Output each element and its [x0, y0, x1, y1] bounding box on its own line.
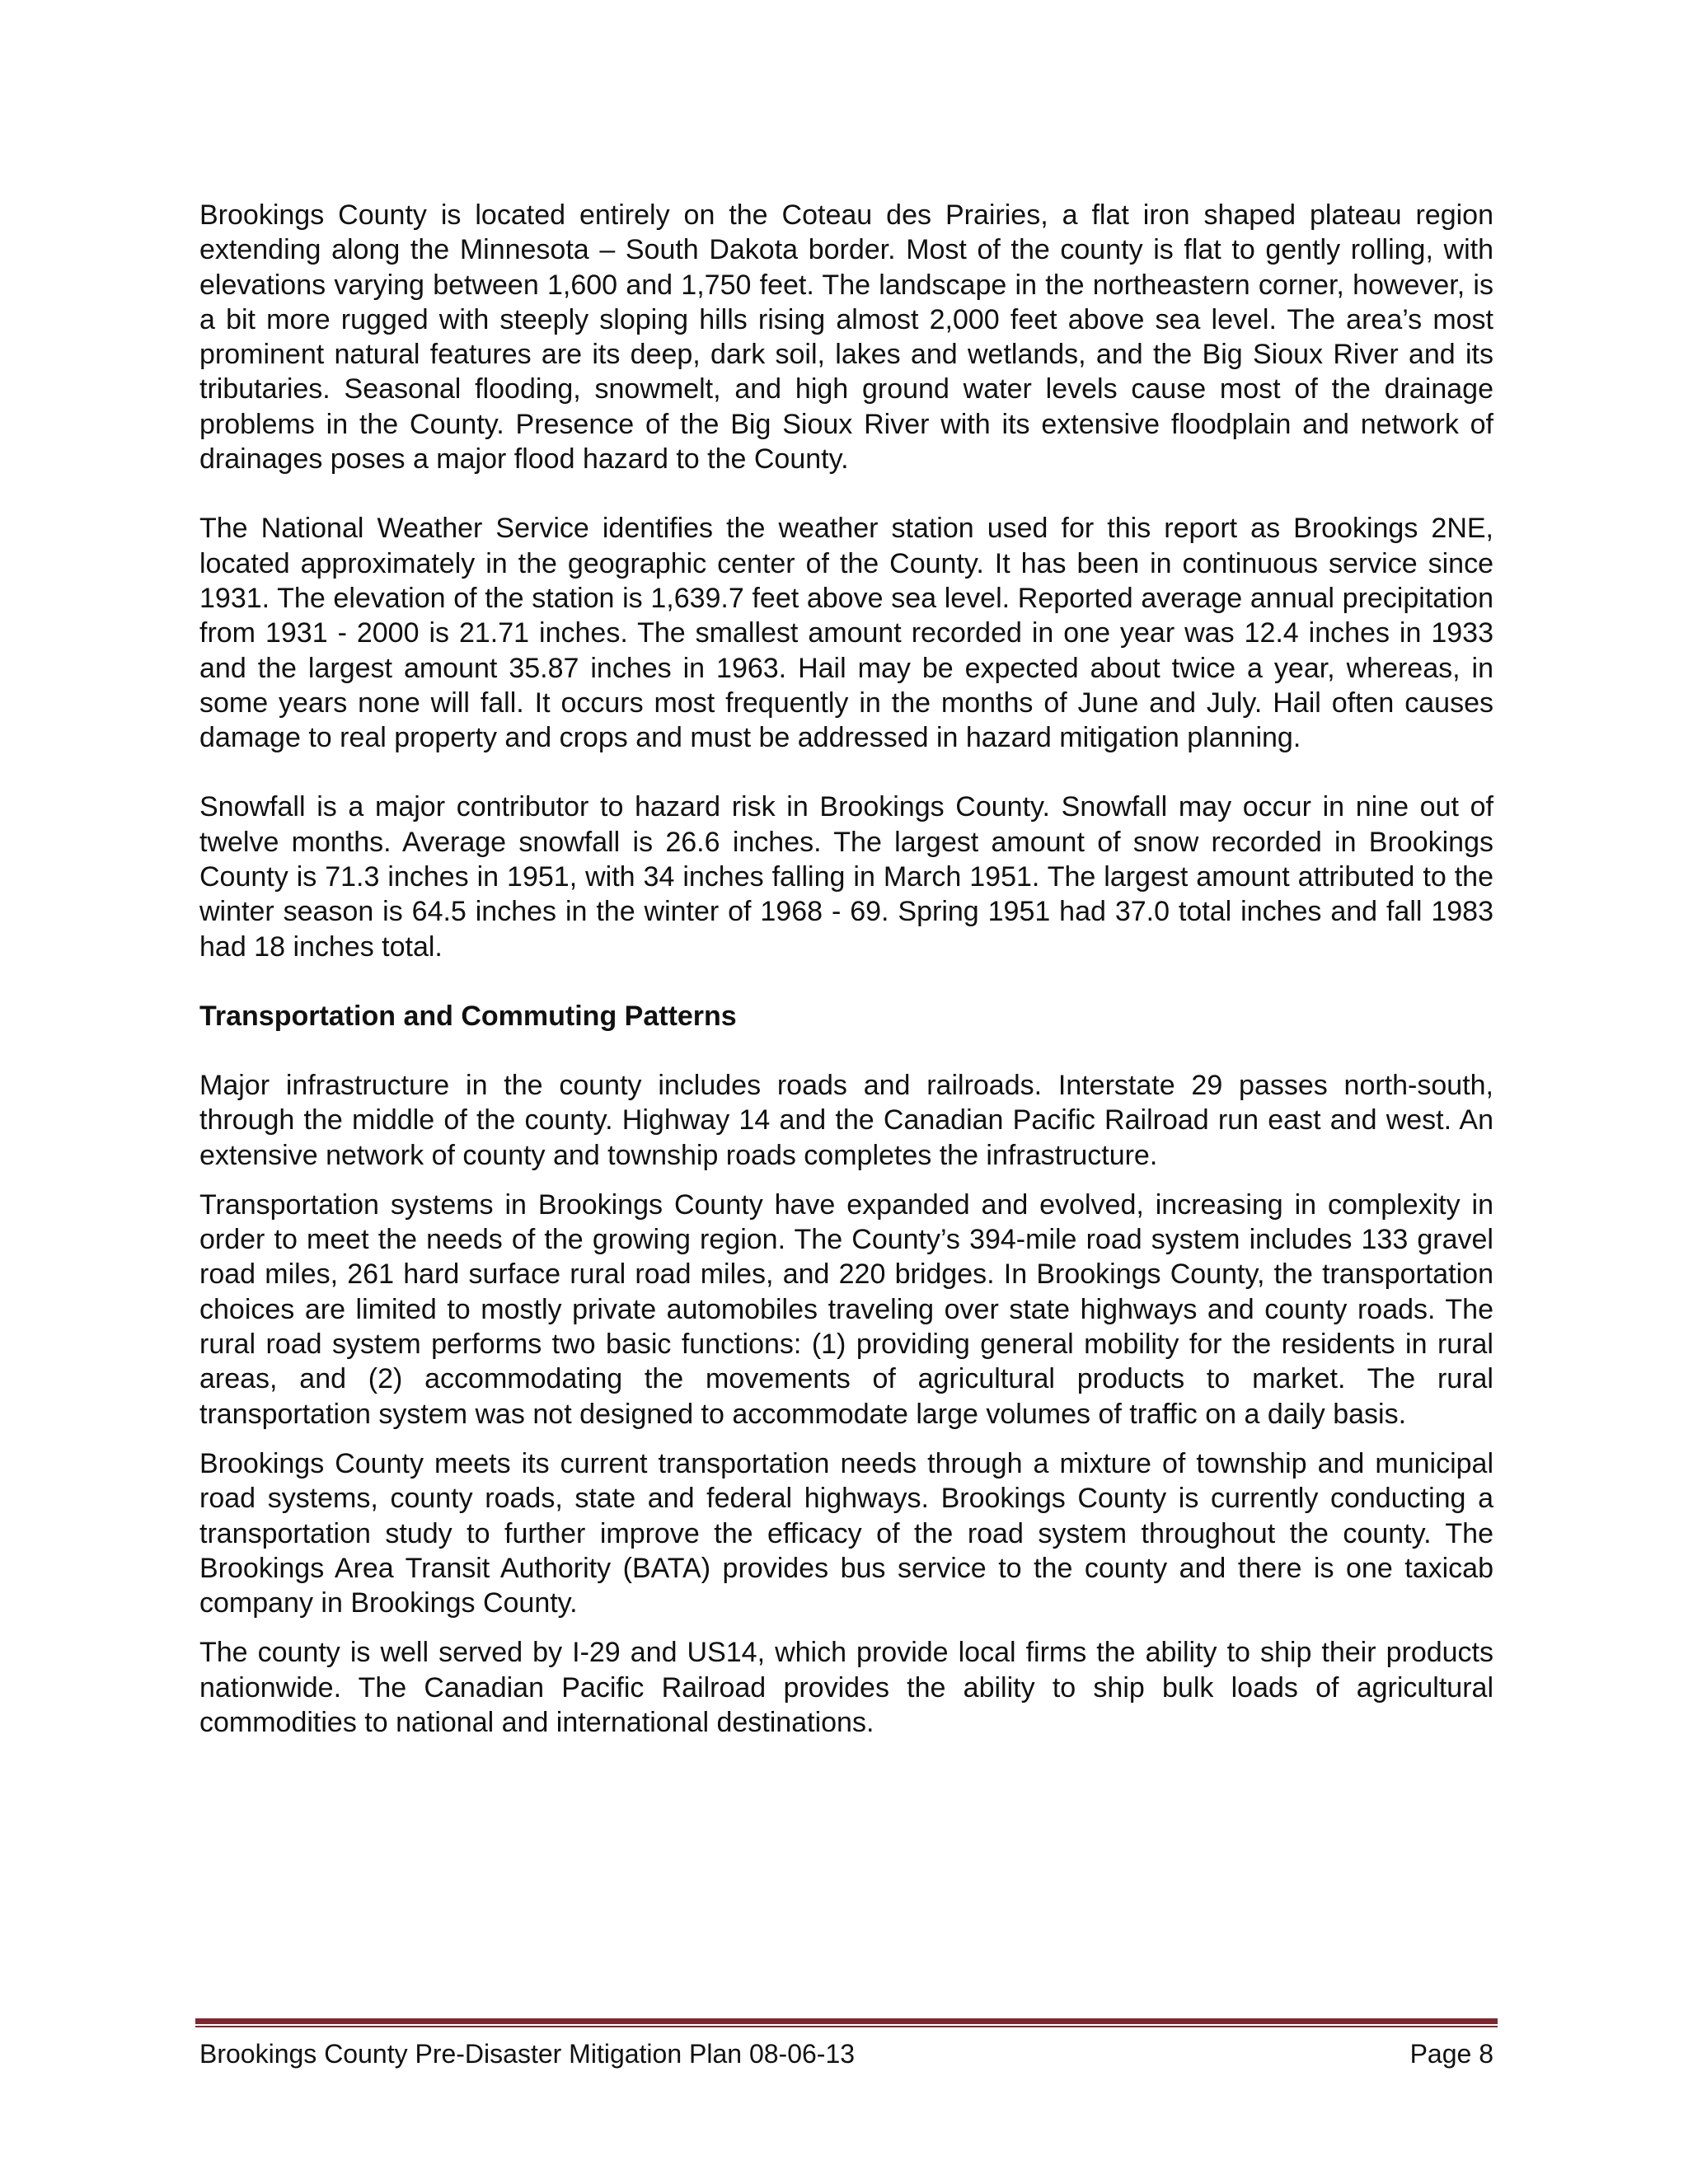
footer-rule [195, 2018, 1498, 2027]
footer-rule-thin [195, 2026, 1498, 2027]
page-footer [199, 2037, 1493, 2070]
paragraph-weather-station: The National Weather Service identifies the weather station used for this report as Brookings 2NE, located approximately in the geographic center of the County. It has been in continuous service since 1931. The elevation of the station is 1,639.7 feet above sea level. Reported average annual precipitation from 1931 - 2000 is 21.71 inches. The smallest amount recorded in one year was 12.4 inches in 1933 and the largest amount 35.87 inches in 1963. Hail may be expected about twice a year, whereas, in some years none will fall. It occurs most frequently in the months of June and July. Hail often causes damage to real property and crops and must be addressed in hazard mitigation planning. [199, 513, 1493, 754]
paragraph-snowfall: Snowfall is a major contributor to hazard risk in Brookings County. Snowfall may occur in nine out of twelve months. Average snowfall is 26.6 inches. The largest amount of snow recorded in Brookings County is 71.3 inches in 1951, with 34 inches falling in March 1951. The largest amount attributed to the winter season is 64.5 inches in the winter of 1968 - 69. Spring 1951 had 37.0 total inches and fall 1983 had 18 inches total. [199, 791, 1493, 963]
page-body [199, 198, 1493, 1740]
paragraph-shipping: The county is well served by I-29 and US14, which provide local firms the ability to ship their products nationwide. The Canadian Pacific Railroad provides the ability to ship bulk loads of agricultural commodities to national and international destinations. [199, 1637, 1493, 1738]
paragraph-infrastructure: Major infrastructure in the county includes roads and railroads. Interstate 29 passes north-south, through the middle of the county. Highway 14 and the Canadian Pacific Railroad run east and west. An extensive network of county and township roads completes the infrastructure. [199, 1069, 1493, 1171]
paragraph-transportation-systems: Transportation systems in Brookings County have expanded and evolved, increasing in complexity in order to meet the needs of the growing region. The County’s 394-mile road system includes 133 gravel road miles, 261 hard surface rural road miles, and 220 bridges. In Brookings County, the transportation choices are limited to mostly private automobiles traveling over state highways and county roads. The rural road system performs two basic functions: (1) providing general mobility for the residents in rural areas, and (2) accommodating the movements of agricultural products to market. The rural transportation system was not designed to accommodate large volumes of traffic on a daily basis. [199, 1188, 1493, 1430]
section-heading-transportation: Transportation and Commuting Patterns [199, 1000, 737, 1032]
paragraph-geography: Brookings County is located entirely on the Coteau des Prairies, a flat iron shaped plateau region extending along the Minnesota – South Dakota border. Most of the county is flat to gently rolling, with elevations varying between 1,600 and 1,750 feet. The landscape in the northeastern corner, however, is a bit more rugged with steeply sloping hills rising almost 2,000 feet above sea level. The area’s most prominent natural features are its deep, dark soil, lakes and wetlands, and the Big Sioux River and its tributaries. Seasonal flooding, snowmelt, and high ground water levels cause most of the drainage problems in the County. Presence of the Big Sioux River with its extensive floodplain and network of drainages poses a major flood hazard to the County. [199, 199, 1493, 476]
footer-rule-thick [195, 2018, 1498, 2024]
paragraph-transportation-needs: Brookings County meets its current transportation needs through a mixture of township and municipal road systems, county roads, state and federal highways. Brookings County is currently conducting a transportation study to further improve the efficacy of the road system throughout the county. The Brookings Area Transit Authority (BATA) provides bus service to the county and there is one taxicab company in Brookings County. [199, 1447, 1493, 1619]
footer-title: Brookings County Pre-Disaster Mitigation Plan 08-06-13 [199, 2039, 856, 2069]
footer-page-number: Page 8 [1409, 2039, 1493, 2069]
